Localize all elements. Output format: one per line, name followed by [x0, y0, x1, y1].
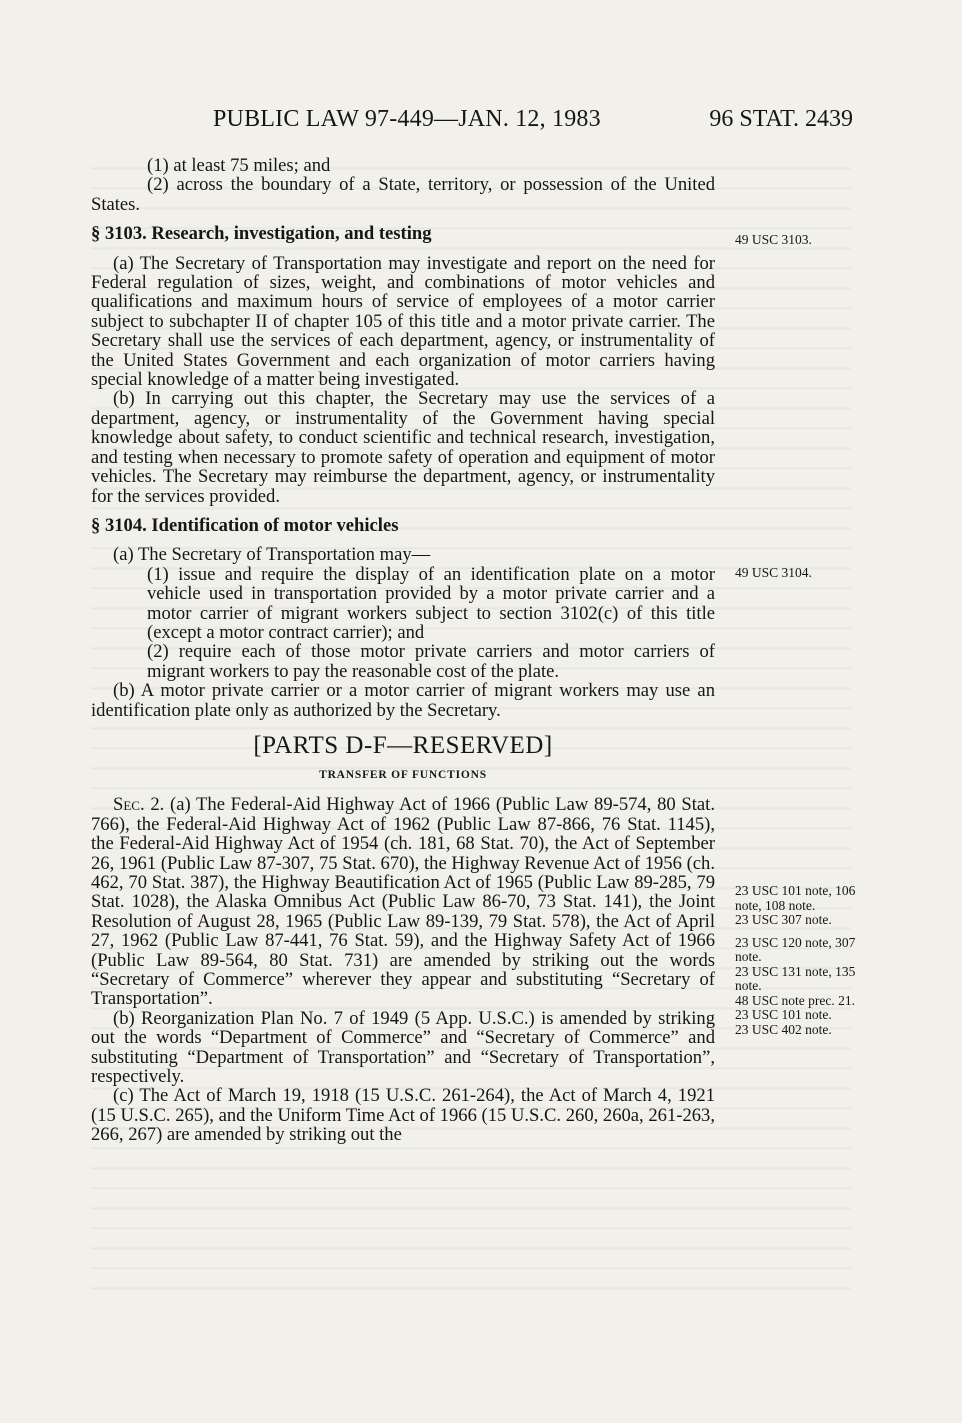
- paragraph: (a) The Secretary of Transportation may investigate and report on the need for Federal regulation of sizes, weight, and combinations of motor vehicles and qualifications and maximum hours of service of employees of a motor carrier subject to subchapter II of chapter 105 of this title and a motor private carrier. The Secretary shall use the services of each department, agency, or instrumentality of the United States Government and each organization of motor carriers having special knowledge of a matter being investigated.: [91, 252, 715, 391]
- header-stat-page: 96 STAT. 2439: [709, 106, 853, 132]
- paragraph: (a) The Secretary of Transportation may—: [113, 544, 431, 566]
- paragraph: (2) across the boundary of a State, territory, or possession of the United States.: [91, 174, 715, 215]
- paragraph: (b) In carrying out this chapter, the Secretary may use the services of a department, agency, or instrumentality of the Government having special knowledge about safety, to conduct scientific and technical research, investigation, and testing when necessary to promote safety of operation and equipment of motor vehicles. The Secretary may reimburse the department, agency, or instrumentality for the services provided.: [91, 388, 715, 507]
- margin-note: 48 USC note prec. 21.: [735, 992, 855, 1008]
- section-heading-3104: § 3104. Identification of motor vehicles: [91, 514, 399, 536]
- parts-heading: [PARTS D-F—RESERVED]: [253, 731, 553, 759]
- paragraph: (1) issue and require the display of an identification plate on a motor vehicle used in transportation provided by a motor private carrier and a motor carrier of migrant workers subject to section 3102(c) of this title (except a motor contract carrier); and: [147, 563, 715, 643]
- paragraph: (2) require each of those motor private carriers and motor carriers of migrant workers to pay the reasonable cost of the plate.: [147, 641, 715, 682]
- paragraph: (c) The Act of March 19, 1918 (15 U.S.C. 261-264), the Act of March 4, 1921 (15 U.S.C. 265), and the Uniform Time Act of 1966 (15 U.S.C. 260, 260a, 261-263, 266, 267) are amended by striking out the: [91, 1085, 715, 1146]
- sec2-a-text: . 2. (a) The Federal-Aid Highway Act of 1966 (Public Law 89-574, 80 Stat. 766), the Federal-Aid Highway Act of 1962 (Public Law 87-866, 76 Stat. 1145), the Federal-Aid Highway Act of 1954 (ch. 181, 68 Stat. 70), the Act of September 26, 1961 (Public Law 87-307, 75 Stat. 670), the Highway Revenue Act of 1956 (ch. 462, 70 Stat. 387), the Highway Beautification Act of 1965 (Public Law 89-285, 79 Stat. 1028), the Alaska Omnibus Act (Public Law 86-70, 73 Stat. 141), the Joint Resolution of August 28, 1965 (Public Law 89-139, 79 Stat. 578), the Act of April 27, 1962 (Public Law 87-441, 76 Stat. 59), and the Highway Safety Act of 1966 (Public Law 89-564, 80 Stat. 731) are amended by striking out the words “Secretary of Commerce” wherever they appear and substituting “Secretary of Transportation”.: [91, 794, 715, 1010]
- margin-note: 23 USC 307 note.: [735, 912, 832, 927]
- margin-note: 23 USC 101 note.: [735, 1007, 832, 1022]
- paragraph: (b) A motor private carrier or a motor carrier of migrant workers may use an identification plate only as authorized by the Secretary.: [91, 680, 715, 721]
- margin-note-group: [735, 884, 865, 1037]
- subheading-transfer: TRANSFER OF FUNCTIONS: [319, 768, 487, 781]
- margin-note: 23 USC 101 note, 106 note, 108 note.: [735, 883, 856, 913]
- margin-note: 49 USC 3104.: [735, 565, 812, 580]
- running-header: [91, 106, 853, 140]
- paragraph: (1) at least 75 miles; and: [147, 155, 331, 176]
- paragraph: [91, 795, 715, 1008]
- margin-note: 23 USC 120 note, 307 note.: [735, 934, 856, 964]
- section-heading-3103: § 3103. Research, investigation, and testing: [91, 223, 432, 245]
- margin-note: 23 USC 402 note.: [735, 1021, 832, 1037]
- paragraph: (b) Reorganization Plan No. 7 of 1949 (5 App. U.S.C.) is amended by striking out the words “Department of Commerce” and “Secretary of Commerce” and substituting “Department of Transportation” and “Secretary of Transportation”, respectively.: [91, 1007, 715, 1088]
- sec-label: Sec: [113, 794, 140, 816]
- margin-note: 23 USC 131 note, 135 note.: [735, 963, 856, 993]
- margin-note: 49 USC 3103.: [735, 232, 812, 247]
- header-title: PUBLIC LAW 97-449—JAN. 12, 1983: [213, 106, 601, 132]
- body-text: [91, 156, 715, 1145]
